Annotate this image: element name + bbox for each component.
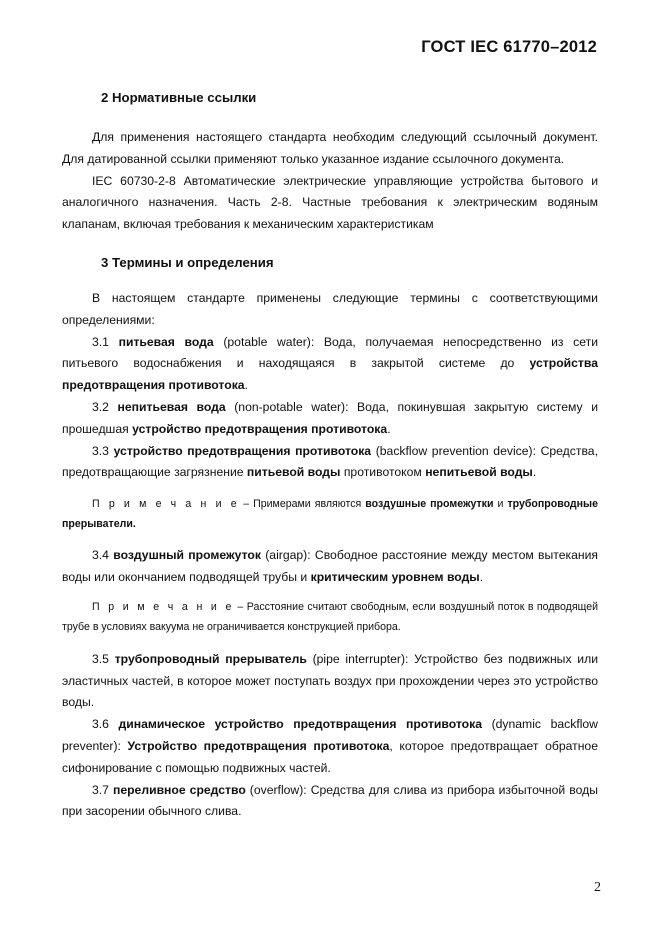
term-3-1-name: питьевая вода (118, 334, 214, 349)
term-3-5: 3.5 трубопроводный прерыватель (pipe interrupter): Устройство без подвижных или эластичных частей, в которое может поступать воздух при прохождении через это устройство воды. (62, 651, 598, 710)
note-1: П р и м е ч а н и е – Примерами являются воздушные промежутки и трубопроводные прерыватели. (62, 498, 598, 531)
term-3-6-name: динамическое устройство предотвращения противотока (118, 717, 483, 732)
term-3-1: 3.1 питьевая вода (potable water): Вода, получаемая непосредственно из сети питьевого водоснабжения и находящаяся в закрытой системе до устройства предотвращения противотока. (62, 334, 598, 393)
section-2-title: 2 Нормативные ссылки (101, 90, 257, 105)
section-2-paragraph-1: Для применения настоящего стандарта необходим следующий ссылочный документ. Для датированной ссылки применяют только указанное издание ссылочного документа. (62, 130, 598, 166)
section-2-body (62, 127, 598, 236)
section-3-terms (62, 288, 598, 823)
note-1-label: П р и м е ч а н и е (92, 498, 240, 511)
term-3-6-ref: Устройство предотвращения противотока (127, 738, 390, 753)
term-3-2-name: непитьевая вода (117, 399, 226, 414)
term-3-4-name: воздушный промежуток (113, 548, 261, 563)
term-3-4: 3.4 воздушный промежуток (airgap): Свободное расстояние между местом вытекания воды или окончанием подводящей трубы и критическим уровнем воды. (62, 548, 598, 584)
note-2: П р и м е ч а н и е – Расстояние считают свободным, если воздушный поток в подводящей трубе в условиях вакуума не ограничивается конструкцией прибора. (62, 600, 599, 633)
term-3-1-ref: устройства предотвращения противотока (62, 356, 598, 393)
term-3-3-name: устройство предотвращения противотока (113, 443, 372, 458)
term-3-2-ref: устройство предотвращения противотока (132, 421, 388, 436)
note-1-ref-1: воздушные промежутки (365, 498, 494, 511)
term-3-7: 3.7 переливное средство (overflow): Средства для слива из прибора избыточной воды при засорении обычного слива. (62, 782, 598, 819)
standard-header: ГОСТ IEC 61770–2012 (421, 38, 597, 56)
section-3-intro: В настоящем стандарте применены следующие термины с соответствующими определениями: (62, 291, 598, 327)
term-3-3-ref-1: питьевой воды (246, 465, 341, 480)
term-3-4-ref: критическим уровнем воды (310, 569, 480, 584)
term-3-5-name: трубопроводный прерыватель (114, 651, 307, 666)
term-3-7-name: переливное средство (112, 782, 246, 797)
term-3-3-ref-2: непитьевой воды (425, 465, 533, 480)
note-2-label: П р и м е ч а н и е (92, 600, 234, 613)
term-3-6: 3.6 динамическое устройство предотвращения противотока (dynamic backflow preventer): Устройство предотвращения противотока, которое предотвращает обратное сифонирование с помощью подвижных частей. (62, 717, 598, 775)
note-1-ref-2: трубопроводные прерыватели. (62, 498, 598, 531)
page-number: 2 (594, 880, 601, 895)
section-2-paragraph-2: IEC 60730-2-8 Автоматические электрические управляющие устройства бытового и аналогичного назначения. Часть 2-8. Частные требования к электрическим водяным клапанам, включая требования к механическим характеристикам (62, 173, 598, 232)
term-3-3: 3.3 устройство предотвращения противотока (backflow prevention device): Средства, предотвращающие загрязнение питьевой воды противотоком непитьевой воды. (62, 443, 598, 480)
section-3-title: 3 Термины и определения (101, 255, 274, 270)
term-3-2: 3.2 непитьевая вода (non-potable water): Вода, покинувшая закрытую систему и прошедшая устройство предотвращения противотока. (62, 399, 598, 436)
